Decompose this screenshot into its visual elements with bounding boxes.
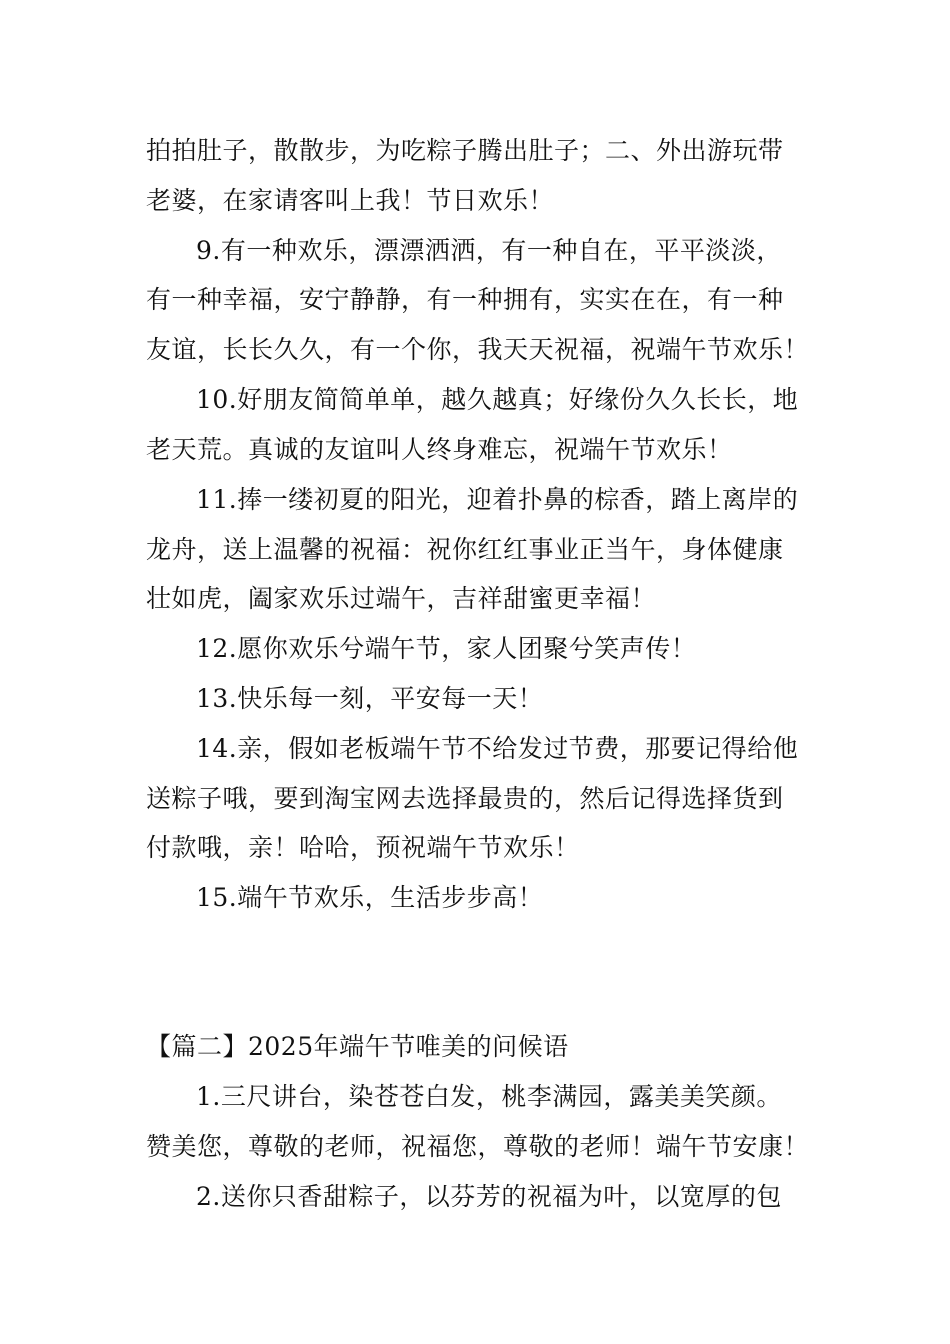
text-line: 赞美您，尊敬的老师，祝福您，尊敬的老师！端午节安康！ <box>146 1132 810 1161</box>
list-item-10-line: 10.好朋友简简单单，越久越真；好缘份久久长长，地 <box>196 385 799 414</box>
list-item-9-line: 9.有一种欢乐，漂漂洒洒，有一种自在，平平淡淡， <box>196 236 782 265</box>
text-line: 龙舟，送上温馨的祝福：祝你红红事业正当午，身体健康 <box>146 535 784 564</box>
list-item-11-line: 11.捧一缕初夏的阳光，迎着扑鼻的棕香，踏上离岸的 <box>196 485 799 514</box>
text-line: 壮如虎，阖家欢乐过端午，吉祥甜蜜更幸福！ <box>146 584 657 613</box>
list-item-2-line: 2.送你只香甜粽子，以芬芳的祝福为叶，以宽厚的包 <box>196 1182 782 1211</box>
text-line: 有一种幸福，安宁静静，有一种拥有，实实在在，有一种 <box>146 285 784 314</box>
text-line: 拍拍肚子，散散步，为吃粽子腾出肚子；二、外出游玩带 <box>146 136 784 165</box>
text-line: 老天荒。真诚的友谊叫人终身难忘，祝端午节欢乐！ <box>146 435 733 464</box>
text-line: 友谊，长长久久，有一个你，我天天祝福，祝端午节欢乐！ <box>146 335 810 364</box>
list-item-1-line: 1.三尺讲台，染苍苍白发，桃李满园，露美美笑颜。 <box>196 1082 782 1111</box>
section-heading: 【篇二】2025年端午节唯美的问候语 <box>146 1032 569 1061</box>
text-line: 老婆，在家请客叫上我！节日欢乐！ <box>146 186 555 215</box>
text-line: 付款哦，亲！哈哈，预祝端午节欢乐！ <box>146 833 580 862</box>
list-item-15-line: 15.端午节欢乐，生活步步高！ <box>196 883 544 912</box>
text-line: 送粽子哦，要到淘宝网去选择最贵的，然后记得选择货到 <box>146 784 784 813</box>
list-item-13-line: 13.快乐每一刻，平安每一天！ <box>196 684 544 713</box>
list-item-12-line: 12.愿你欢乐兮端午节，家人团聚兮笑声传！ <box>196 634 697 663</box>
list-item-14-line: 14.亲，假如老板端午节不给发过节费，那要记得给他 <box>196 734 799 763</box>
